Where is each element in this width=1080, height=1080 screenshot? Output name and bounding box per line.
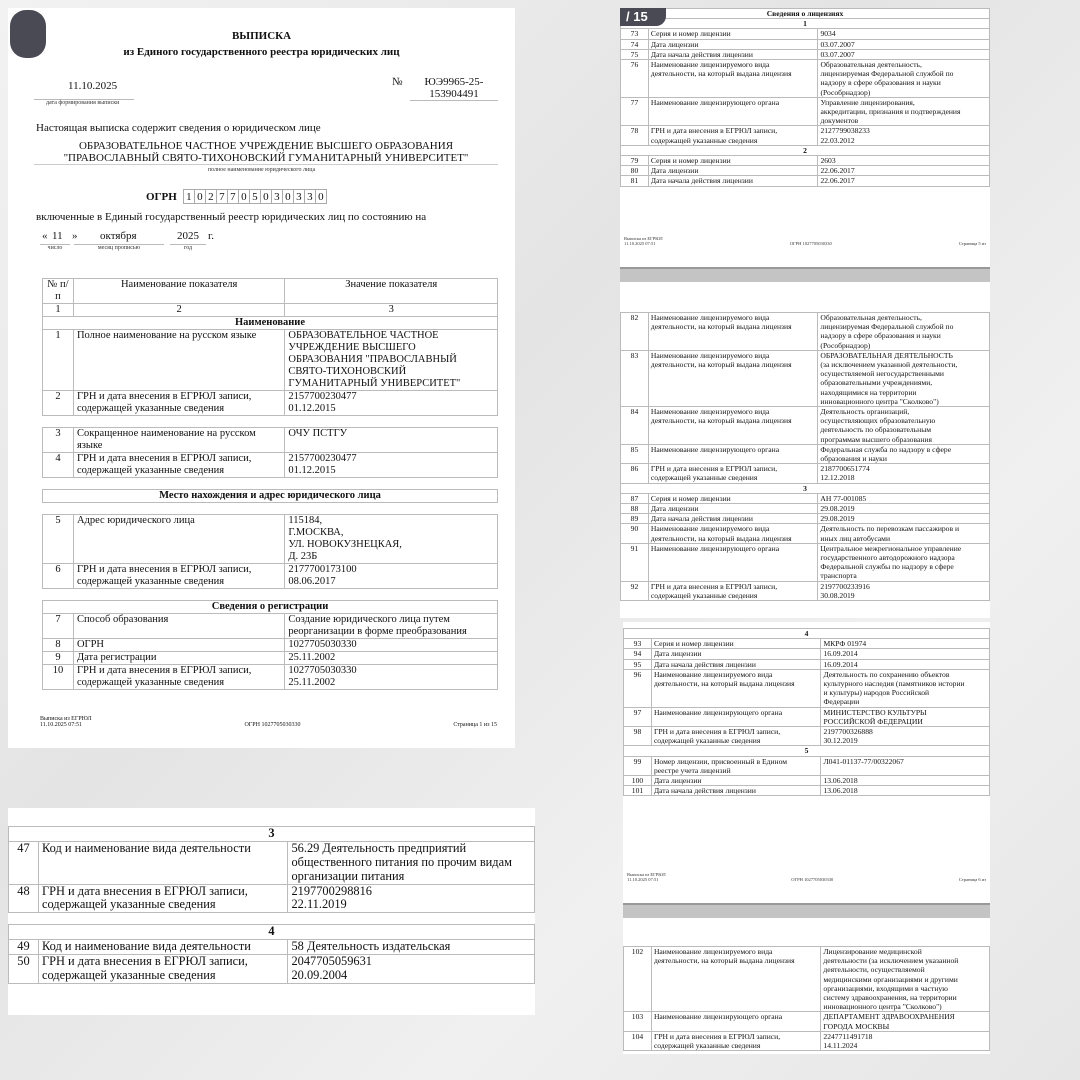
section-header-row [43, 601, 498, 614]
row-number: 8 [43, 639, 74, 652]
table-row [621, 156, 990, 166]
date-caption: дата формирования выписки [34, 99, 134, 106]
footer-left: Выписка из ЕГРЮЛ 11.10.2025 07:51 [627, 872, 666, 882]
footer-page-number: Страница 6 из [958, 877, 986, 882]
ogrn-digit: 1 [183, 189, 195, 204]
section-title: Наименование [43, 317, 498, 330]
row-number: 104 [624, 1031, 652, 1050]
indicator-value: Образовательная деятельность, лицензируемая Федеральной службой по надзору в сфере образования и науки (Рособрнадзор) [818, 313, 990, 351]
indicator-name: Серия и номер лицензии [648, 156, 818, 166]
row-number: 3 [43, 428, 74, 453]
indicator-name: Серия и номер лицензии [648, 493, 818, 503]
indicator-name: Наименование лицензируемого вида деятельности, на который выдана лицензия [648, 524, 818, 543]
row-number: 76 [621, 60, 649, 98]
month: октября [100, 230, 137, 242]
indicator-value: ОБРАЗОВАТЕЛЬНОЕ ЧАСТНОЕ УЧРЕЖДЕНИЕ ВЫСШЕГО ОБРАЗОВАНИЯ "ПРАВОСЛАВНЫЙ СВЯТО-ТИХОНОВСКИЙ ГУМАНИТАРНЫЙ УНИВЕРСИТЕТ" [285, 330, 498, 391]
indicator-name: ГРН и дата внесения в ЕГРЮЛ записи, содержащей указанные сведения [73, 453, 284, 478]
indicator-value: МИНИСТЕРСТВО КУЛЬТУРЫ РОССИЙСКОЙ ФЕДЕРАЦИИ [821, 707, 990, 726]
ogrn-digit: 2 [205, 189, 217, 204]
indicator-name: Наименование лицензируемого вида деятельности, на который выдана лицензия [648, 407, 818, 445]
row-number: 95 [624, 659, 652, 669]
row-number: 89 [621, 514, 649, 524]
viewer-overlay-button[interactable] [10, 10, 46, 58]
spacer-cell [43, 478, 498, 490]
indicator-name: Наименование лицензирующего органа [648, 543, 818, 581]
row-number: 86 [621, 464, 649, 483]
indicator-value: Деятельность по сохранению объектов культурного наследия (памятников истории и культуры) народов Российской Федерации [821, 669, 990, 707]
indicator-name: Наименование лицензирующего органа [648, 97, 818, 126]
extract-page-1 [8, 8, 515, 748]
indicator-name: Дата лицензии [648, 504, 818, 514]
included-text: включенные в Единый государственный реестр юридических лиц по состоянию на [36, 211, 427, 223]
table-row [9, 884, 535, 913]
section-header-row [43, 317, 498, 330]
page-separator [620, 267, 990, 282]
indicator-value: 115184, Г.МОСКВА, УЛ. НОВОКУЗНЕЦКАЯ, Д. 23Б [285, 515, 498, 564]
indicator-name: Дата лицензии [651, 649, 821, 659]
indicator-value: 56.29 Деятельность предприятий общественного питания по прочим видам организации питания [288, 841, 535, 884]
indicator-value: 25.11.2002 [285, 652, 498, 665]
section-title: 3 [9, 827, 535, 842]
table-row [621, 29, 990, 39]
indicator-value: 2197700233916 30.08.2019 [818, 581, 990, 600]
table-row [9, 940, 535, 955]
indicator-name: Дата начала действия лицензии [651, 659, 821, 669]
indicator-value: Лицензирование медицинской деятельности (за исключением указанной деятельности, осуществляемой медицинскими организациями и другими организациями, входящими в частную систему здравоохранения, на территории инновационного центра "Сколково") [821, 947, 990, 1012]
table-row [43, 330, 498, 391]
section-title: Сведения о лицензиях [621, 9, 990, 19]
row-number: 88 [621, 504, 649, 514]
indicator-value: Деятельность по перевозкам пассажиров и иных лиц автобусами [818, 524, 990, 543]
indicator-value: 29.08.2019 [818, 514, 990, 524]
table-row [621, 313, 990, 351]
indicator-name: Дата лицензии [651, 776, 821, 786]
indicator-value: МКРФ 01974 [821, 639, 990, 649]
month-caption: месяц прописью [74, 244, 164, 251]
footer-center: ОГРН 1027705030330 [789, 241, 832, 246]
extract-page-7 [623, 918, 990, 1054]
year-suffix: г. [208, 230, 215, 242]
indicator-value: 22.06.2017 [818, 176, 990, 186]
table-row [43, 639, 498, 652]
extract-date: 11.10.2025 [68, 80, 118, 92]
indicator-name: Наименование лицензирующего органа [648, 444, 818, 463]
state-date [36, 230, 515, 260]
ogrn-label: ОГРН [146, 190, 177, 203]
indicator-name: ГРН и дата внесения в ЕГРЮЛ записи, содержащей указанные сведения [73, 564, 284, 589]
row-number: 80 [621, 166, 649, 176]
row-number: 84 [621, 407, 649, 445]
row-number: 87 [621, 493, 649, 503]
table-row [621, 166, 990, 176]
indicator-name: Дата начала действия лицензии [648, 514, 818, 524]
spacer-row [9, 913, 535, 925]
table-row [43, 453, 498, 478]
indicator-name: ГРН и дата внесения в ЕГРЮЛ записи, содержащей указанные сведения [38, 955, 288, 984]
section-title: 1 [621, 19, 990, 29]
ogrn-digit: 3 [293, 189, 305, 204]
section-title: 4 [9, 925, 535, 940]
ogrn-digit: 3 [271, 189, 283, 204]
section-header-row [621, 9, 990, 19]
row-number: 97 [624, 707, 652, 726]
table-row [43, 564, 498, 589]
spacer-cell [43, 503, 498, 515]
section-header-row [9, 827, 535, 842]
year-caption: год [170, 244, 206, 251]
table-row [624, 1031, 990, 1050]
indicator-name: Наименование лицензируемого вида деятельности, на который выдана лицензия [648, 60, 818, 98]
indicator-value: ДЕПАРТАМЕНТ ЗДРАВООХРАНЕНИЯ ГОРОДА МОСКВЫ [821, 1012, 990, 1031]
indicator-value: 22.06.2017 [818, 166, 990, 176]
day-caption: число [40, 244, 70, 251]
indicator-value: Л041-01137-77/00322067 [821, 756, 990, 775]
table-row [624, 639, 990, 649]
table-row [9, 955, 535, 984]
section-title: 2 [621, 145, 990, 155]
indicator-value: 3 [285, 304, 498, 317]
day: 11 [52, 230, 63, 242]
section-title: 5 [624, 746, 990, 756]
indicator-value: 1027705030330 [285, 639, 498, 652]
row-number: 79 [621, 156, 649, 166]
table-row [624, 1012, 990, 1031]
indicator-value: 58 Деятельность издательская [288, 940, 535, 955]
spacer-row [43, 503, 498, 515]
row-number: 92 [621, 581, 649, 600]
page-counter: / 15 [620, 8, 666, 26]
ogrn-digit: 0 [260, 189, 272, 204]
indicator-name: ГРН и дата внесения в ЕГРЮЛ записи, содержащей указанные сведения [648, 581, 818, 600]
table-row [9, 841, 535, 884]
row-number: 78 [621, 126, 649, 145]
indicator-name: Наименование лицензируемого вида деятельности, на который выдана лицензия [648, 313, 818, 351]
table-row [621, 97, 990, 126]
indicator-value: 03.07.2007 [818, 49, 990, 59]
page-footer [8, 716, 515, 728]
table-row [621, 126, 990, 145]
year: 2025 [177, 230, 199, 242]
indicator-value: 2157700230477 01.12.2015 [285, 391, 498, 416]
row-number: 73 [621, 29, 649, 39]
document-title [8, 28, 515, 60]
row-number: 82 [621, 313, 649, 351]
section-header-row [621, 19, 990, 29]
spacer-row [43, 478, 498, 490]
spacer-row [43, 416, 498, 428]
section-header-row [43, 490, 498, 503]
row-number: 47 [9, 841, 39, 884]
page-footer [623, 872, 990, 882]
indicator-value: 2197700326888 30.12.2019 [821, 727, 990, 746]
table-row [621, 543, 990, 581]
ogrn-digits [183, 189, 326, 204]
indicator-name: Код и наименование вида деятельности [38, 841, 288, 884]
indicator-value: Центральное межрегиональное управление государственного автодорожного надзора Федеральной службы по надзору в сфере транспорта [818, 543, 990, 581]
indicator-name: ГРН и дата внесения в ЕГРЮЛ записи, содержащей указанные сведения [73, 391, 284, 416]
row-number: 103 [624, 1012, 652, 1031]
table-row [621, 350, 990, 406]
row-number: 4 [43, 453, 74, 478]
indicator-name: Дата лицензии [648, 39, 818, 49]
ogrn-digit: 0 [238, 189, 250, 204]
table-row [624, 727, 990, 746]
section-header-row [621, 483, 990, 493]
spacer-cell [43, 416, 498, 428]
table-row [43, 614, 498, 639]
row-number: № п/п [43, 279, 74, 304]
indicator-value: 2247711491718 14.11.2024 [821, 1031, 990, 1050]
table-row [621, 493, 990, 503]
table-row [621, 39, 990, 49]
row-number: 1 [43, 304, 74, 317]
row-number: 77 [621, 97, 649, 126]
row-number: 101 [624, 786, 652, 796]
ogrn-digit: 7 [227, 189, 239, 204]
indicator-name: Сокращенное наименование на русском языке [73, 428, 284, 453]
indicator-value: 16.09.2014 [821, 649, 990, 659]
indicator-name: ГРН и дата внесения в ЕГРЮЛ записи, содержащей указанные сведения [651, 1031, 820, 1050]
table-row [621, 514, 990, 524]
table-row [43, 391, 498, 416]
indicator-name: Наименование лицензируемого вида деятельности, на который выдана лицензия [651, 947, 820, 1012]
indicator-value: 2187700651774 12.12.2018 [818, 464, 990, 483]
indicator-name: 2 [73, 304, 284, 317]
row-number: 48 [9, 884, 39, 913]
row-number: 2 [43, 391, 74, 416]
table-row [621, 60, 990, 98]
indicator-value: Создание юридического лица путем реорганизации в форме преобразования [285, 614, 498, 639]
indicator-name: Адрес юридического лица [73, 515, 284, 564]
indicator-value: 2197700298816 22.11.2019 [288, 884, 535, 913]
row-number: 7 [43, 614, 74, 639]
table-row [43, 515, 498, 564]
ogrn-digit: 0 [315, 189, 327, 204]
row-number: 90 [621, 524, 649, 543]
table-row [621, 464, 990, 483]
table-row [624, 649, 990, 659]
row-number: 96 [624, 669, 652, 707]
table-row [624, 707, 990, 726]
licenses-table [623, 628, 990, 796]
section-title: 3 [621, 483, 990, 493]
footer-left: Выписка из ЕГРЮЛ 11.10.2025 07:51 [40, 716, 92, 728]
indicator-name: Наименование лицензируемого вида деятельности, на который выдана лицензия [651, 669, 821, 707]
indicator-value: Образовательная деятельность, лицензируемая Федеральной службой по надзору в сфере образования и науки (Рособрнадзор) [818, 60, 990, 98]
row-number: 49 [9, 940, 39, 955]
indicator-name: Дата регистрации [73, 652, 284, 665]
table-row [43, 652, 498, 665]
indicator-value: 03.07.2007 [818, 39, 990, 49]
indicator-name: Дата лицензии [648, 166, 818, 176]
indicator-value: 13.06.2018 [821, 776, 990, 786]
table-row [624, 659, 990, 669]
quote-open: « [42, 230, 48, 242]
section-header-row [9, 925, 535, 940]
organization-name: ОБРАЗОВАТЕЛЬНОЕ ЧАСТНОЕ УЧРЕЖДЕНИЕ ВЫСШЕГО ОБРАЗОВАНИЯ "ПРАВОСЛАВНЫЙ СВЯТО-ТИХОНОВСКИЙ ГУМАНИТАРНЫЙ УНИВЕРСИТЕТ" [34, 140, 498, 165]
indicator-value: ОБРАЗОВАТЕЛЬНАЯ ДЕЯТЕЛЬНОСТЬ (за исключением указанной деятельности, осуществляемой негосударственными образовательными учреждениями, находящимися на территории инновационного центра "Сколково") [818, 350, 990, 406]
table-row [43, 665, 498, 690]
activities-table [8, 826, 535, 984]
footer-center: ОГРН 1027705030330 [791, 877, 834, 882]
row-number: 75 [621, 49, 649, 59]
indicator-name: Номер лицензии, присвоенный в Едином реестре учета лицензий [651, 756, 821, 775]
footer-left: Выписка из ЕГРЮЛ 11.10.2025 07:51 [624, 236, 663, 246]
indicator-value: АН 77-001085 [818, 493, 990, 503]
licenses-table [623, 946, 990, 1051]
indicator-name: ГРН и дата внесения в ЕГРЮЛ записи, содержащей указанные сведения [648, 464, 818, 483]
indicator-value: Федеральная служба по надзору в сфере образования и науки [818, 444, 990, 463]
indicator-value: Управление лицензирования, аккредитации, признания и подтверждения документов [818, 97, 990, 126]
section-title: Место нахождения и адрес юридического лица [43, 490, 498, 503]
row-number: 50 [9, 955, 39, 984]
indicator-value: 2603 [818, 156, 990, 166]
row-number: 74 [621, 39, 649, 49]
row-number: 99 [624, 756, 652, 775]
indicator-value: Деятельность организаций, осуществляющих образовательную деятельность по образовательным программам высшего образования [818, 407, 990, 445]
indicator-value: 2177700173100 08.06.2017 [285, 564, 498, 589]
section-header-row [624, 746, 990, 756]
row-number: 1 [43, 330, 74, 391]
row-number: 94 [624, 649, 652, 659]
row-number: 102 [624, 947, 652, 1012]
indicator-name: Наименование лицензирующего органа [651, 1012, 820, 1031]
row-number: 91 [621, 543, 649, 581]
row-number: 6 [43, 564, 74, 589]
row-number: 83 [621, 350, 649, 406]
title: ВЫПИСКА [231, 30, 292, 42]
indicator-name: ГРН и дата внесения в ЕГРЮЛ записи, содержащей указанные сведения [73, 665, 284, 690]
table-row [621, 504, 990, 514]
table-row [624, 947, 990, 1012]
extract-page-5 [620, 8, 990, 270]
intro-text: Настоящая выписка содержит сведения о юридическом лице [36, 122, 321, 134]
indicator-name: ОГРН [73, 639, 284, 652]
indicator-value: 2157700230477 01.12.2015 [285, 453, 498, 478]
row-number: 100 [624, 776, 652, 786]
number-sign: № [392, 76, 403, 88]
ogrn-digit: 0 [194, 189, 206, 204]
table-row [621, 524, 990, 543]
page-footer [620, 236, 990, 246]
extract-page-5-continued [620, 282, 990, 618]
table-row [624, 786, 990, 796]
indicator-name: Серия и номер лицензии [648, 29, 818, 39]
table-row [621, 407, 990, 445]
table-row [621, 581, 990, 600]
footer-page-number: Страница 5 из [958, 241, 986, 246]
indicator-name: Способ образования [73, 614, 284, 639]
table-row [624, 669, 990, 707]
indicator-value: 2127799038233 22.03.2012 [818, 126, 990, 145]
indicator-name: Дата начала действия лицензии [648, 176, 818, 186]
indicator-value: Значение показателя [285, 279, 498, 304]
footer-page-number: Страница 1 из 15 [453, 722, 497, 728]
extract-page-6 [623, 622, 990, 906]
indicator-value: 1027705030330 25.11.2002 [285, 665, 498, 690]
table-row [621, 444, 990, 463]
row-number: 9 [43, 652, 74, 665]
quote-close: » [72, 230, 78, 242]
row-number: 5 [43, 515, 74, 564]
footer-center: ОГРН 1027705030330 [244, 722, 301, 728]
indicator-name: ГРН и дата внесения в ЕГРЮЛ записи, содержащей указанные сведения [648, 126, 818, 145]
ogrn-digit: 5 [249, 189, 261, 204]
spacer-cell [9, 913, 535, 925]
indicator-name: Наименование лицензируемого вида деятельности, на который выдана лицензия [648, 350, 818, 406]
indicator-name: Наименование лицензирующего органа [651, 707, 821, 726]
ogrn-block [146, 189, 326, 204]
ogrn-digit: 7 [216, 189, 228, 204]
indicator-name: Дата начала действия лицензии [651, 786, 821, 796]
licenses-table [620, 8, 990, 187]
ogrn-digit: 3 [304, 189, 316, 204]
row-number: 81 [621, 176, 649, 186]
page-separator [623, 903, 990, 918]
spacer-cell [43, 589, 498, 601]
indicator-value: 16.09.2014 [821, 659, 990, 669]
header-row [43, 304, 498, 317]
extract-fragment-activities [8, 808, 535, 1015]
row-number: 93 [624, 639, 652, 649]
ogrn-digit: 0 [282, 189, 294, 204]
table-row [621, 176, 990, 186]
table-row [621, 49, 990, 59]
indicator-name: ГРН и дата внесения в ЕГРЮЛ записи, содержащей указанные сведения [651, 727, 821, 746]
section-title: Сведения о регистрации [43, 601, 498, 614]
indicator-value: 9034 [818, 29, 990, 39]
row-number: 10 [43, 665, 74, 690]
indicator-name: ГРН и дата внесения в ЕГРЮЛ записи, содержащей указанные сведения [38, 884, 288, 913]
indicator-name: Серия и номер лицензии [651, 639, 821, 649]
org-caption: полное наименование юридического лица [207, 167, 316, 173]
indicator-value: 13.06.2018 [821, 786, 990, 796]
section-header-row [624, 629, 990, 639]
indicator-name: Полное наименование на русском языке [73, 330, 284, 391]
indicator-value: 2047705059631 20.09.2004 [288, 955, 535, 984]
row-number: 85 [621, 444, 649, 463]
indicator-name: Наименование показателя [73, 279, 284, 304]
indicator-name: Код и наименование вида деятельности [38, 940, 288, 955]
licenses-table [620, 312, 990, 601]
section-title: 4 [624, 629, 990, 639]
indicator-value: 29.08.2019 [818, 504, 990, 514]
indicator-name: Дата начала действия лицензии [648, 49, 818, 59]
subtitle: из Единого государственного реестра юридических лиц [123, 46, 400, 58]
table-row [624, 776, 990, 786]
extract-number: ЮЭ9965-25- 153904491 [410, 76, 498, 101]
section-header-row [621, 145, 990, 155]
spacer-row [43, 589, 498, 601]
extract-table [42, 278, 498, 690]
header-row [43, 279, 498, 304]
table-row [43, 428, 498, 453]
indicator-value: ОЧУ ПСТГУ [285, 428, 498, 453]
table-row [624, 756, 990, 775]
row-number: 98 [624, 727, 652, 746]
